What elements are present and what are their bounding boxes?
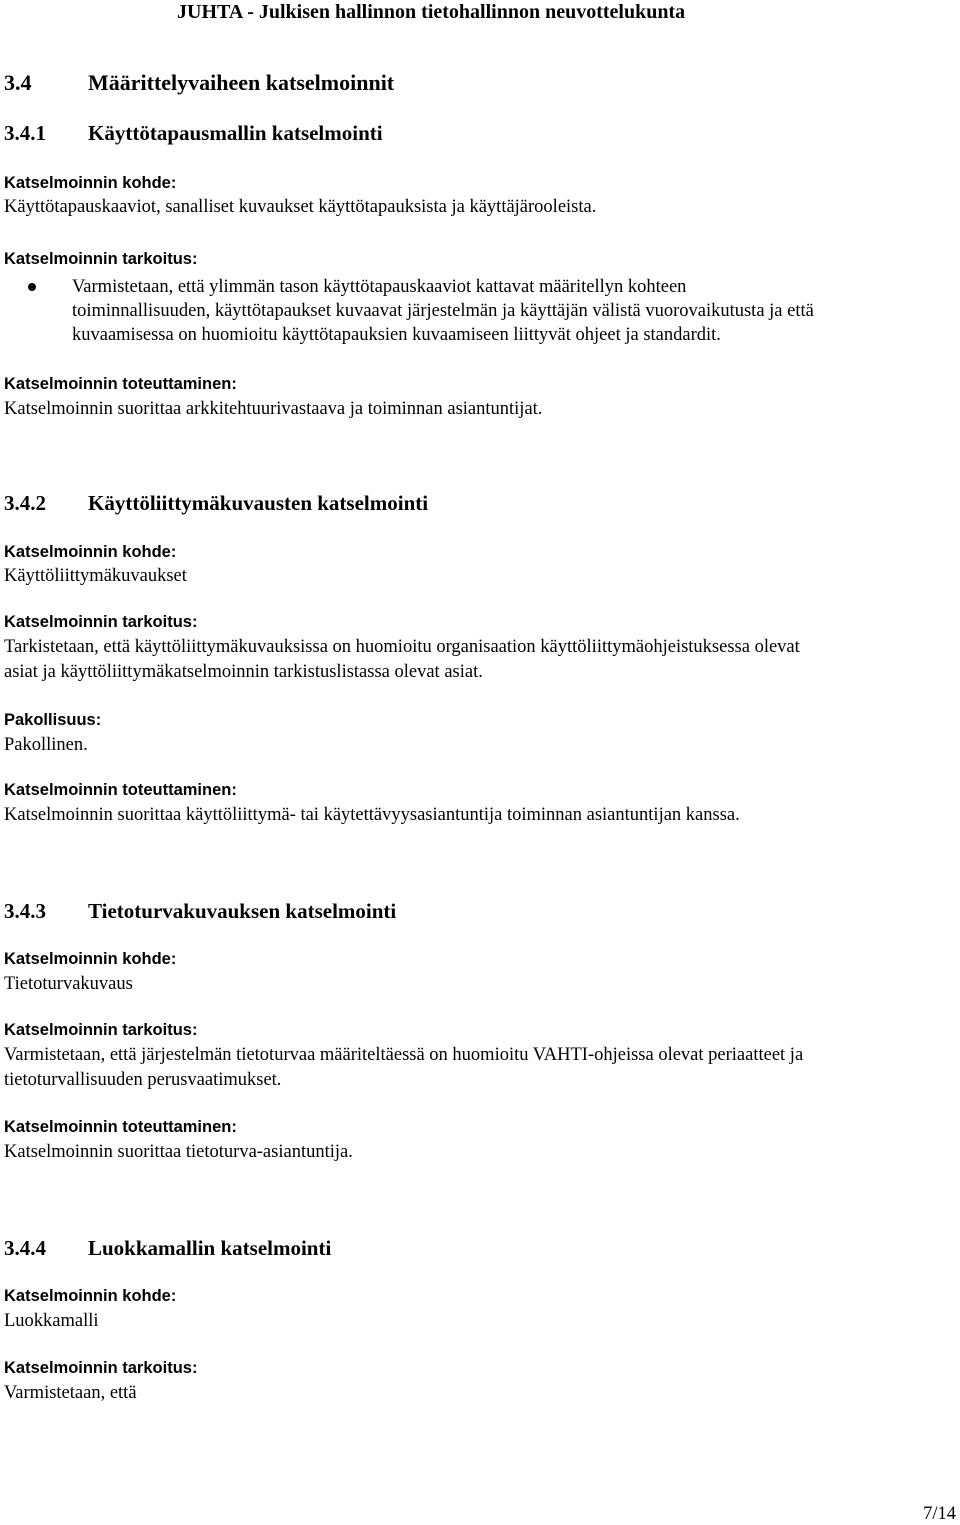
text-tarkoitus-line-1: Tarkistetaan, että käyttöliittymäkuvauksissa on huomioitu organisaation käyttöliittymäohjeistuksessa olevat — [4, 637, 800, 657]
bullet-line: kuvaamisessa on huomioitu käyttötapauksien kuvaamiseen liittyvät ohjeet ja standardit. — [72, 325, 721, 345]
section-number: 3.4.1 — [4, 121, 46, 145]
bullet-line: toiminnallisuuden, käyttötapaukset kuvaavat järjestelmän ja käyttäjän välistä vuorovaikutusta ja että — [72, 301, 814, 321]
label-tarkoitus: Katselmoinnin tarkoitus: — [4, 1021, 198, 1039]
section-number: 3.4.4 — [4, 1236, 46, 1260]
text-kohde: Käyttötapauskaaviot, sanalliset kuvaukset käyttötapauksista ja käyttäjärooleista. — [4, 197, 597, 217]
text-pakollisuus: Pakollinen. — [4, 735, 88, 755]
text-toteuttaminen: Katselmoinnin suorittaa tietoturva-asiantuntija. — [4, 1142, 353, 1162]
section-heading-3-4-2 — [4, 489, 428, 517]
label-kohde: Katselmoinnin kohde: — [4, 543, 177, 561]
label-tarkoitus: Katselmoinnin tarkoitus: — [4, 1359, 198, 1377]
section-number: 3.4.3 — [4, 899, 46, 923]
text-tarkoitus-line-1: Varmistetaan, että järjestelmän tietoturvaa määriteltäessä on huomioitu VAHTI-ohjeissa olevat periaatteet ja — [4, 1045, 804, 1065]
label-pakollisuus: Pakollisuus: — [4, 711, 102, 729]
label-toteuttaminen: Katselmoinnin toteuttaminen: — [4, 375, 237, 393]
bullet-line: Varmistetaan, että ylimmän tason käyttötapauskaaviot kattavat määritellyn kohteen — [72, 277, 687, 297]
section-title: Määrittelyvaiheen katselmoinnit — [88, 70, 395, 95]
label-kohde: Katselmoinnin kohde: — [4, 950, 177, 968]
text-kohde: Käyttöliittymäkuvaukset — [4, 566, 187, 586]
section-number: 3.4 — [4, 70, 32, 95]
text-tarkoitus: Varmistetaan, että — [4, 1383, 137, 1403]
section-heading-3-4-3 — [4, 897, 396, 925]
text-kohde: Tietoturvakuvaus — [4, 974, 133, 994]
section-title: Tietoturvakuvauksen katselmointi — [88, 899, 397, 923]
text-kohde: Luokkamalli — [4, 1311, 99, 1331]
label-toteuttaminen: Katselmoinnin toteuttaminen: — [4, 781, 237, 799]
label-toteuttaminen: Katselmoinnin toteuttaminen: — [4, 1118, 237, 1136]
bullet-text — [72, 275, 814, 347]
text-toteuttaminen: Katselmoinnin suorittaa arkkitehtuurivastaava ja toiminnan asiantuntijat. — [4, 399, 543, 419]
section-title: Käyttötapausmallin katselmointi — [88, 121, 383, 145]
document-header-title: JUHTA - Julkisen hallinnon tietohallinnon neuvottelukunta — [177, 1, 686, 23]
section-title: Käyttöliittymäkuvausten katselmointi — [88, 491, 429, 515]
text-toteuttaminen: Katselmoinnin suorittaa käyttöliittymä- tai käytettävyysasiantuntija toiminnan asiantuntijan kanssa. — [4, 805, 740, 825]
section-heading-3-4-4 — [4, 1234, 331, 1262]
label-kohde: Katselmoinnin kohde: — [4, 1287, 177, 1305]
section-heading-3-4 — [4, 69, 394, 97]
label-kohde: Katselmoinnin kohde: — [4, 174, 177, 192]
label-tarkoitus: Katselmoinnin tarkoitus: — [4, 613, 198, 631]
section-title: Luokkamallin katselmointi — [88, 1236, 332, 1260]
text-tarkoitus-line-2: tietoturvallisuuden perusvaatimukset. — [4, 1070, 282, 1090]
section-heading-3-4-1 — [4, 119, 383, 147]
bullet-icon — [28, 283, 36, 291]
section-number: 3.4.2 — [4, 491, 46, 515]
label-tarkoitus: Katselmoinnin tarkoitus: — [4, 250, 198, 268]
text-tarkoitus-line-2: asiat ja käyttöliittymäkatselmoinnin tarkistuslistassa olevat asiat. — [4, 662, 483, 682]
page-number: 7/14 — [923, 1504, 956, 1524]
